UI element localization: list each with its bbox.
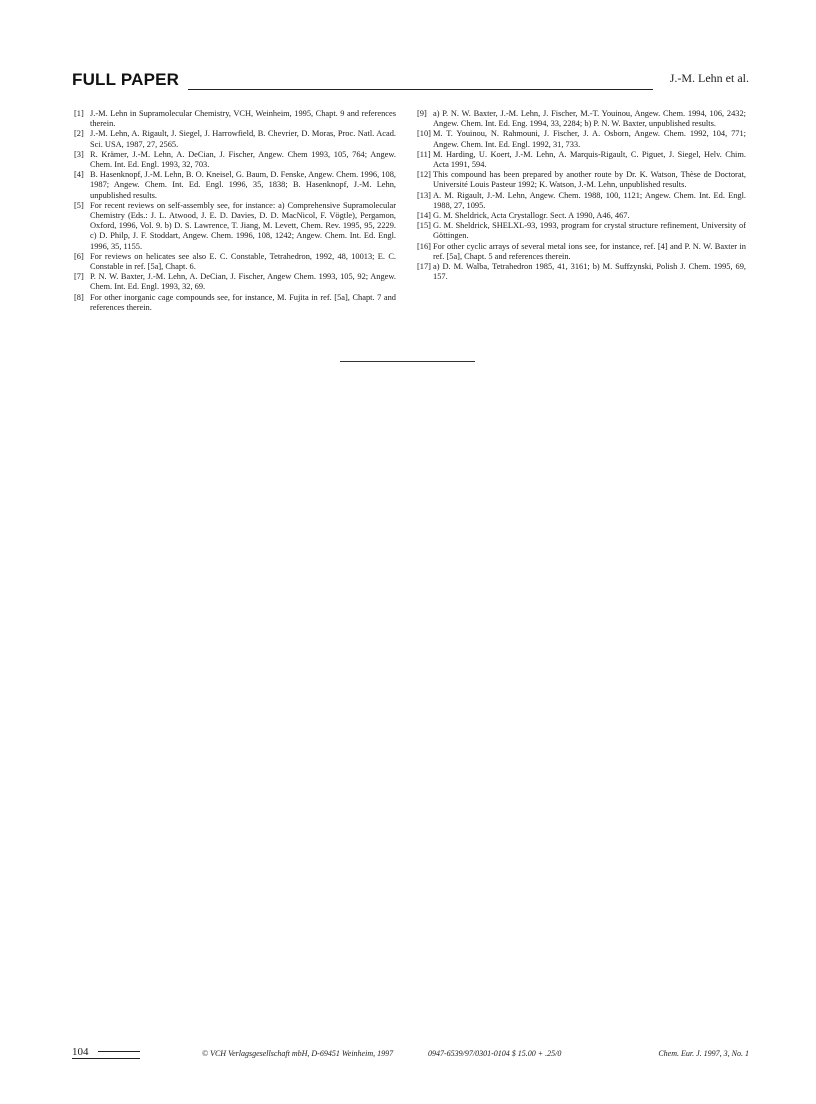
reference-text: This compound has been prepared by another route by Dr. K. Watson, Thèse de Doctorat, Université Louis Pasteur 1992; K. Watson, J.-M. Lehn, unpublished results. bbox=[433, 170, 746, 190]
reference-number: [1] bbox=[74, 109, 84, 118]
references-left-column bbox=[74, 109, 396, 313]
reference-text: For other inorganic cage compounds see, for instance, M. Fujita in ref. [5a], Chapt. 7 and references therein. bbox=[90, 292, 396, 312]
reference-number: [9] bbox=[417, 109, 427, 118]
page-footer bbox=[72, 1046, 749, 1062]
page-number: 104 bbox=[72, 1046, 89, 1058]
reference-number: [15] bbox=[417, 221, 431, 231]
reference-item bbox=[417, 242, 746, 262]
reference-number: [12] bbox=[417, 170, 431, 180]
reference-item bbox=[417, 170, 746, 190]
header-rule bbox=[188, 89, 653, 90]
reference-number: [2] bbox=[74, 129, 84, 139]
reference-text: For reviews on helicates see also E. C. Constable, Tetrahedron, 1992, 48, 10013; E. C. Constable in ref. [5a], Chapt. 6. bbox=[90, 251, 396, 272]
reference-number: [6] bbox=[74, 251, 84, 261]
page-header bbox=[72, 70, 749, 92]
reference-item bbox=[417, 211, 746, 221]
reference-item bbox=[74, 109, 396, 129]
reference-number: [8] bbox=[74, 292, 84, 302]
copyright-line: © VCH Verlagsgesellschaft mbH, D-69451 Weinheim, 1997 bbox=[202, 1049, 394, 1058]
reference-item bbox=[74, 201, 396, 252]
reference-item bbox=[74, 150, 396, 170]
reference-text: J.-M. Lehn, A. Rigault, J. Siegel, J. Harrowfield, B. Chevrier, D. Moras, Proc. Natl. Acad. Sci. USA, 1987, 27, 2565. bbox=[90, 129, 396, 149]
reference-item bbox=[74, 170, 396, 201]
reference-item bbox=[74, 272, 396, 292]
reference-text: B. Hasenknopf, J.-M. Lehn, B. O. Kneisel, G. Baum, D. Fenske, Angew. Chem. 1996, 108, 1987; Angew. Chem. Int. Ed. Engl. 1996, 35, 1838; B. Hasenknopf, J.-M. Lehn, unpublished results. bbox=[90, 170, 396, 200]
reference-text: P. N. W. Baxter, J.-M. Lehn, A. DeCian, J. Fischer, Angew Chem. 1993, 105, 92; Angew. Chem. Int. Ed. Engl. 1993, 32, 69. bbox=[90, 272, 396, 292]
reference-item bbox=[417, 150, 746, 170]
reference-number: [4] bbox=[74, 170, 84, 180]
reference-number: [5] bbox=[74, 200, 84, 210]
reference-item bbox=[417, 109, 746, 129]
section-label: FULL PAPER bbox=[72, 70, 180, 89]
reference-item bbox=[417, 262, 746, 282]
references-right-column bbox=[417, 109, 746, 282]
reference-number: [7] bbox=[74, 272, 84, 282]
footer-rule bbox=[98, 1051, 140, 1052]
reference-number: [16] bbox=[417, 241, 431, 251]
reference-number: [14] bbox=[417, 211, 431, 221]
reference-item bbox=[417, 129, 746, 149]
reference-item bbox=[74, 293, 396, 313]
reference-number: [3] bbox=[74, 149, 84, 159]
reference-number: [10] bbox=[417, 129, 431, 139]
reference-item bbox=[74, 129, 396, 149]
reference-item bbox=[417, 221, 746, 241]
reference-number: [11] bbox=[417, 149, 431, 159]
reference-number: [13] bbox=[417, 190, 431, 200]
reference-text: G. M. Sheldrick, Acta Crystallogr. Sect. A 1990, A46, 467. bbox=[433, 211, 630, 221]
end-of-article-rule bbox=[340, 361, 475, 362]
reference-text: M. T. Youinou, N. Rahmouni, J. Fischer, J. A. Osborn, Angew. Chem. 1992, 104, 771; Angew. Chem. Int. Ed. Engl. 1992, 31, 733. bbox=[433, 129, 746, 149]
reference-text: For recent reviews on self-assembly see, for instance: a) Comprehensive Supramolecular Chemistry (Eds.: J. L. Atwood, J. E. D. Davies, D. D. MacNicol, F. Vögtle), Pergamon, Oxford, 1996, Vol. 9. b) D. S. Lawrence, T. Jiang, M. Levett, Chem. Rev. 1995, 95, 2229. c) D. Philp, J. F. Stoddart, Angew. Chem. 1996, 108, 1242; Angew. Chem. Int. Ed. Engl. 1996, 35, 1155. bbox=[90, 200, 396, 251]
journal-citation: Chem. Eur. J. 1997, 3, No. 1 bbox=[658, 1049, 749, 1058]
reference-item bbox=[74, 252, 396, 272]
reference-text: J.-M. Lehn in Supramolecular Chemistry, VCH, Weinheim, 1995, Chapt. 9 and references therein. bbox=[90, 109, 396, 129]
reference-item bbox=[417, 191, 746, 211]
reference-text: G. M. Sheldrick, SHELXL-93, 1993, program for crystal structure refinement, University of Göttingen. bbox=[433, 221, 746, 241]
reference-text: R. Krämer, J.-M. Lehn, A. DeCian, J. Fischer, Angew. Chem 1993, 105, 764; Angew. Chem. Int. Ed. Engl. 1993, 32, 703. bbox=[90, 149, 396, 170]
reference-text: For other cyclic arrays of several metal ions see, for instance, ref. [4] and P. N. W. Baxter in ref. [5a], Chapt. 5 and references therein. bbox=[433, 241, 746, 261]
reference-number: [17] bbox=[417, 262, 431, 272]
reference-text: a) P. N. W. Baxter, J.-M. Lehn, J. Fischer, M.-T. Youinou, Angew. Chem. 1994, 106, 2432; Angew. Chem. Int. Ed. Eng. 1994, 33, 2284; b) P. N. W. Baxter, unpublished results. bbox=[433, 109, 746, 129]
footer-rule bbox=[72, 1058, 140, 1059]
issn-line: 0947-6539/97/0301-0104 $ 15.00 + .25/0 bbox=[428, 1049, 562, 1058]
reference-text: a) D. M. Walba, Tetrahedron 1985, 41, 3161; b) M. Suffzynski, Polish J. Chem. 1995, 69, 157. bbox=[433, 262, 746, 282]
reference-text: M. Harding, U. Koert, J.-M. Lehn, A. Marquis-Rigault, C. Piguet, J. Siegel, Helv. Chim. Acta 1991, 594. bbox=[433, 149, 746, 170]
running-author: J.-M. Lehn et al. bbox=[669, 71, 749, 85]
reference-text: A. M. Rigault, J.-M. Lehn, Angew. Chem. 1988, 100, 1121; Angew. Chem. Int. Ed. Engl. 1988, 27, 1095. bbox=[433, 190, 746, 210]
